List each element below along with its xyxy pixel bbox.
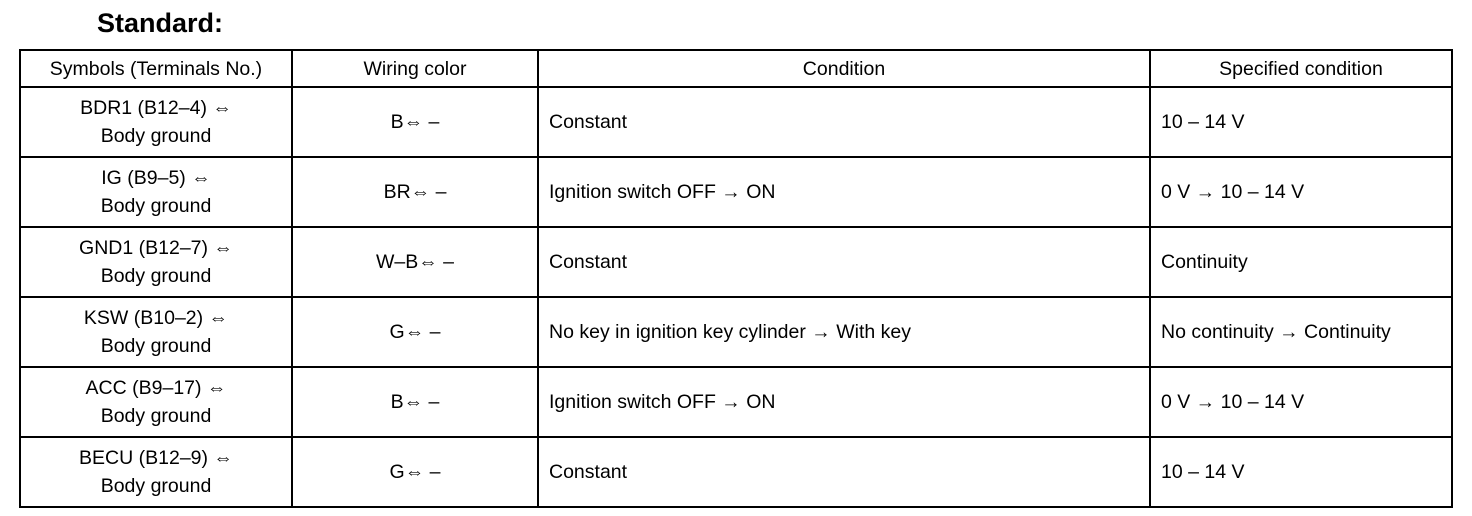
table-row bbox=[20, 227, 1452, 297]
wiring-color-cell: G⇔ – bbox=[292, 297, 538, 367]
header-wiring-color: Wiring color bbox=[292, 50, 538, 87]
header-condition: Condition bbox=[538, 50, 1150, 87]
condition-cell: Constant bbox=[538, 437, 1150, 507]
terminal-symbol: KSW (B10–2) ⇔ bbox=[83, 307, 229, 329]
table-row bbox=[20, 157, 1452, 227]
header-specified-condition: Specified condition bbox=[1150, 50, 1452, 87]
ground-label: Body ground bbox=[100, 335, 212, 357]
symbol-cell bbox=[20, 87, 292, 157]
condition-cell: Ignition switch OFF → ON bbox=[538, 367, 1150, 437]
condition-cell: Constant bbox=[538, 87, 1150, 157]
specified-condition-cell: 0 V → 10 – 14 V bbox=[1150, 157, 1452, 227]
specified-condition-cell: 0 V → 10 – 14 V bbox=[1150, 367, 1452, 437]
specified-condition-cell: No continuity → Continuity bbox=[1150, 297, 1452, 367]
ground-label: Body ground bbox=[100, 125, 212, 147]
specified-condition-cell: 10 – 14 V bbox=[1150, 87, 1452, 157]
specified-condition-cell: Continuity bbox=[1150, 227, 1452, 297]
page-heading: Standard: bbox=[97, 8, 224, 38]
wiring-color-cell: G⇔ – bbox=[292, 437, 538, 507]
table-header-row bbox=[20, 50, 1452, 87]
wiring-color-cell: BR⇔ – bbox=[292, 157, 538, 227]
terminal-symbol: IG (B9–5) ⇔ bbox=[101, 167, 211, 189]
table-row bbox=[20, 367, 1452, 437]
symbol-cell bbox=[20, 157, 292, 227]
ground-label: Body ground bbox=[100, 265, 212, 287]
standard-spec-table bbox=[19, 49, 1453, 508]
table-row bbox=[20, 87, 1452, 157]
symbol-cell bbox=[20, 367, 292, 437]
ground-label: Body ground bbox=[100, 405, 212, 427]
wiring-color-cell: B⇔ – bbox=[292, 87, 538, 157]
wiring-color-cell: B⇔ – bbox=[292, 367, 538, 437]
header-symbols: Symbols (Terminals No.) bbox=[20, 50, 292, 87]
condition-cell: Constant bbox=[538, 227, 1150, 297]
condition-cell: Ignition switch OFF → ON bbox=[538, 157, 1150, 227]
ground-label: Body ground bbox=[100, 195, 212, 217]
table-row bbox=[20, 437, 1452, 507]
symbol-cell bbox=[20, 437, 292, 507]
ground-label: Body ground bbox=[100, 475, 212, 497]
symbol-cell bbox=[20, 297, 292, 367]
terminal-symbol: ACC (B9–17) ⇔ bbox=[85, 377, 227, 399]
specified-condition-cell: 10 – 14 V bbox=[1150, 437, 1452, 507]
terminal-symbol: GND1 (B12–7) ⇔ bbox=[79, 237, 233, 259]
condition-cell: No key in ignition key cylinder → With key bbox=[538, 297, 1150, 367]
table-row bbox=[20, 297, 1452, 367]
terminal-symbol: BDR1 (B12–4) ⇔ bbox=[80, 97, 232, 119]
wiring-color-cell: W–B⇔ – bbox=[292, 227, 538, 297]
terminal-symbol: BECU (B12–9) ⇔ bbox=[79, 447, 233, 469]
symbol-cell bbox=[20, 227, 292, 297]
